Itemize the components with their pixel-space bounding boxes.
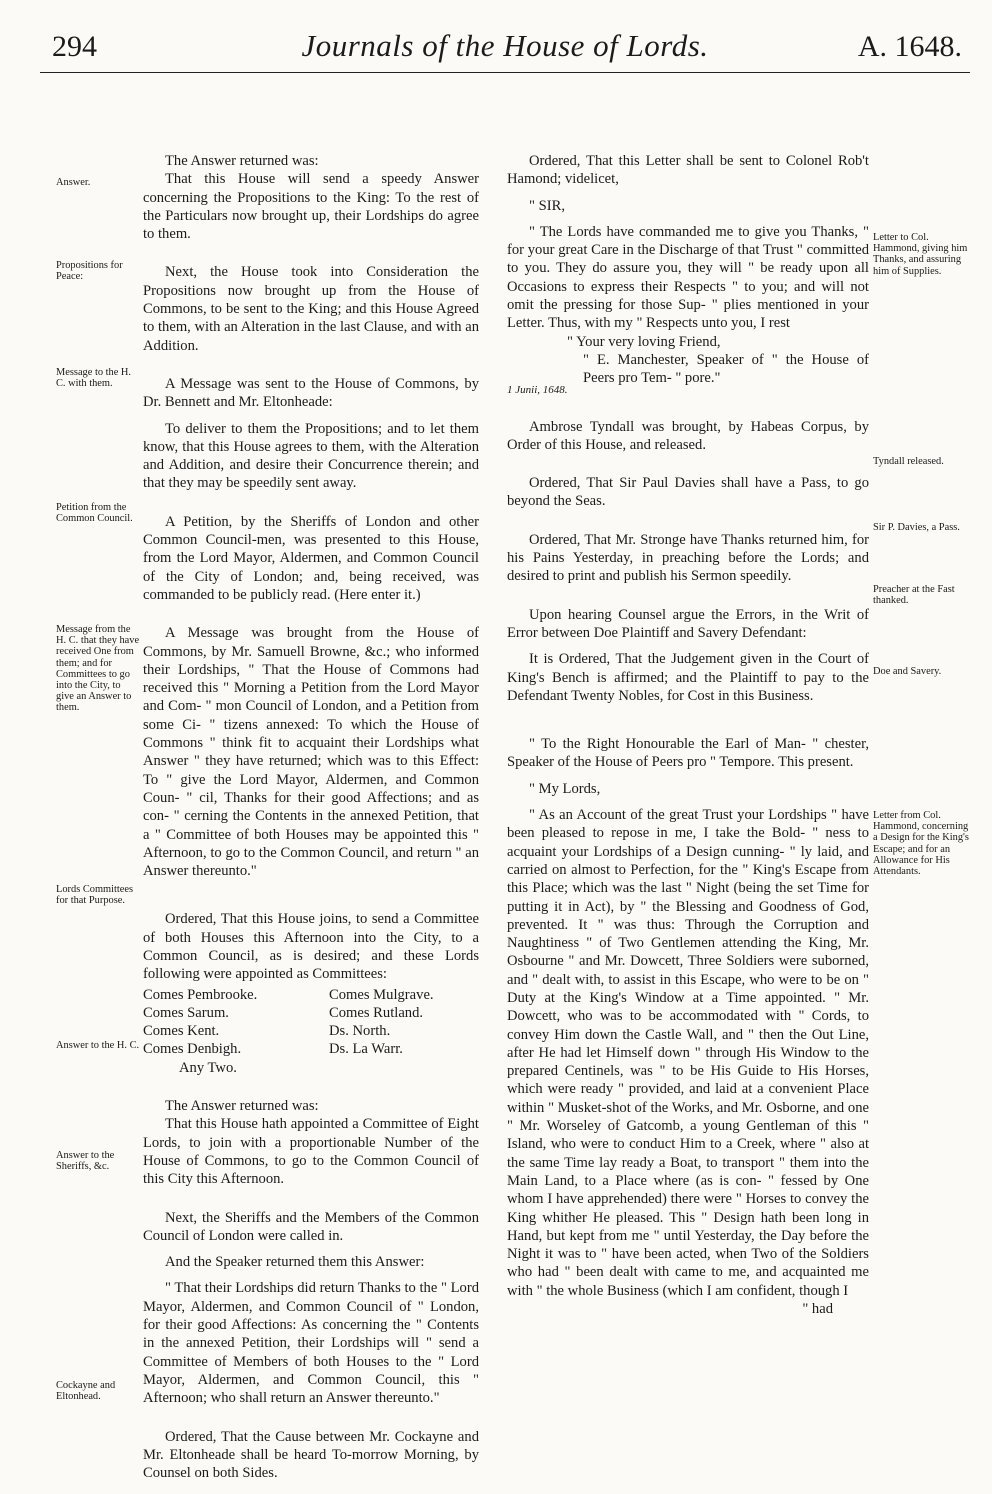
signature: " E. Manchester, Speaker of " the House of Peers pro Tem- " pore." [583,351,869,387]
margin-note-propositions: Propositions for Peace: [56,260,123,283]
paragraph: A Petition, by the Sheriffs of London and other Common Council-men, was presented to this House, from the Lord Mayor, Aldermen, and Common Council of the City of London; and, being received, was commanded to be publicly read. (Here enter it.) [143,513,479,603]
paragraph: To deliver to them the Propositions; and to let them know, that this House agrees to them, with the Alteration and Addition, and desire their Concurrence therein; and that they may be speedily sent away. [143,420,479,492]
paragraph: Ordered, That the Cause between Mr. Cockayne and Mr. Eltonheade shall be heard To-morrow Morning, by Counsel on both Sides. [143,1428,479,1482]
paragraph: Ordered, That this House joins, to send a Committee of both Houses this Afternoon into the City, to a Common Council, as is desired; and these Lords following were appointed as Committees: [143,911,479,983]
committee-list [143,986,479,1059]
paragraph: The Answer returned was: [165,153,319,169]
paragraph: That this House hath appointed a Committee of Eight Lords, to join with a proportionable Number of the House of Commons, to go to the Common Council of this City this Afternoon. [143,1116,479,1188]
margin-note-answer: Answer. [56,177,91,188]
paragraph: " SIR, [529,197,565,214]
committee-member: Ds. North. [329,1023,391,1040]
left-column [143,152,479,1482]
paragraph: " As an Account of the great Trust your Lordships " have been pleased to repose in me, I take the Bold- " ness to acquaint your Lordships of a Design cunning- " ly laid, and carried on almost to Perfection, for the " King's Escape from this Place; which was the last " Night (being the set Time for putting it in Act), by " the Blessing and Goodness of God, prevented. It " was thus: Through the Corruption and Naughtiness " of Two Gentlemen attending the King, Mr. Osbourne " and Mr. Dowcett, Three Soldiers were suborned, and " dealt with, to assist in this Escape, who were to be on " Duty at the King's Window at a Time appointed. " Mr. Dowcett, who was to be accommodated with " Cords, to convey Him down the Castle Wall, and " then the Out Line, after He had let Himself down " through His Window to the prepared Centinels, was " to be His Guide to His Horses, which were ready " provided, and laid at a convenient Place within " Musket-shot of the Works, and Mr. Osborne, and one " Mr. Worseley of Gatcomb, a young Gentleman of this " Island, who were to conduct Him to a Creek, where " also at the same Time lay ready a Boat, to transport " them into the Main Land, to a Place where (as is con- " fessed by One whom I have apprehended) there were " Horses to convey the King whither He pleased. This " Design hath been long in Hand, but kept from me " until Yesterday, the Day before the Night it was to " have been acted, when Two of the Soldiers who had " been dealt with came to me, and acquainted me with " the whole Business (which I am confident, though I [507,807,869,1299]
journal-title: Journals of the House of Lords. [301,28,709,63]
committee-member: Comes Rutland. [329,1004,424,1021]
margin-note-davies: Sir P. Davies, a Pass. [873,522,960,533]
paragraph: And the Speaker returned them this Answer: [165,1254,425,1271]
letter-date: 1 Junii, 1648. [507,384,568,396]
paragraph: " To the Right Honourable the Earl of Man- " chester, Speaker of the House of Peers pro " Tempore. This present. [507,736,869,771]
committee-member: Comes Kent. [143,1023,220,1040]
paragraph: A Message was brought from the House of Commons, by Mr. Samuell Browne, &c.; who informed their Lordships, " That the House of Commons had received this " Morning a Petition from the Lord Mayor and Com- " mon Council of London, and a Petition from some Ci- " tizens annexed: To which the House of Commons " think fit to acquaint their Lordships what Answer " they have returned; which was to this Effect: To " give the Lord Mayor, Aldermen, and Common Coun- " cil, Thanks for their good Affections; and as con- " cerning the Contents in the annexed Petition, that a " Committee of both Houses may be appointed this " Afternoon, to go to the Common Council, and return " an Answer thereunto." [143,625,479,880]
margin-note-message-hc: Message to the H. C. with them. [56,367,132,390]
committee-member: Comes Denbigh. [143,1041,242,1058]
margin-note-message-from-hc: Message from the H. C. that they have received One from them; and for Committees to go into the City, to give an Answer to them. [56,624,140,714]
paragraph: Ordered, That this Letter shall be sent to Colonel Rob't Hamond; videlicet, [507,153,869,188]
page-year: A. 1648. [857,30,962,63]
margin-note-answer-hc: Answer to the H. C. [56,1040,140,1051]
margin-note-preacher: Preacher at the Fast thanked. [873,584,955,607]
paragraph: Ordered, That Sir Paul Davies shall have a Pass, to go beyond the Seas. [507,475,869,510]
paragraph: Ordered, That Mr. Stronge have Thanks returned him, for his Pains Yesterday, in preaching before the Lords; and desired to print and publish his Sermon speedily. [507,531,869,585]
margin-note-tyndall: Tyndall released. [873,456,944,467]
margin-note-petition: Petition from the Common Council. [56,502,133,525]
margin-note-answer-sheriffs: Answer to the Sheriffs, &c. [56,1150,115,1173]
paragraph: Upon hearing Counsel argue the Errors, in the Writ of Error between Doe Plaintiff and Savery Defendant: [507,606,869,641]
committee-member: Comes Pembrooke. [143,986,258,1003]
paragraph: Ambrose Tyndall was brought, by Habeas Corpus, by Order of this House, and released. [507,418,869,453]
committee-member: Ds. La Warr. [329,1041,403,1058]
paragraph: " The Lords have commanded me to give you Thanks, " for your great Care in the Discharge of that Trust " committed to you. They do assure you, they will " be ready upon all Occasions to express their Respects " to you; and will not omit the pressing for those Sup- " plies mentioned in your Letter. Thus, with my " Respects unto you, I rest [507,223,869,332]
right-column [507,152,869,1318]
margin-note-letter-escape: Letter from Col. Hammond, concerning a Design for the King's Escape; and for an Allowance for His Attendants. [873,810,969,878]
paragraph: " My Lords, [529,780,601,797]
margin-note-lords-committees: Lords Committees for that Purpose. [56,884,134,907]
paragraph: That this House will send a speedy Answer concerning the Propositions to the King: To the rest of the Particulars now brought up, their Lordships do agree to them. [143,171,479,243]
page-number: 294 [52,30,97,63]
margin-note-letter-hammond: Letter to Col. Hammond, giving him Thanks, and assuring him of Supplies. [873,232,968,277]
committee-member: Comes Sarum. [143,1004,229,1021]
page-header [40,22,970,73]
committee-member: Comes Mulgrave. [329,986,434,1003]
paragraph: Next, the Sheriffs and the Members of the Common Council of London were called in. [143,1209,479,1244]
margin-note-cockayne: Cockayne and Eltonhead. [56,1380,116,1403]
paragraph: The Answer returned was: [165,1098,319,1115]
paragraph: " That their Lordships did return Thanks to the " Lord Mayor, Aldermen, and Common Council of " London, for their good Affections: As concerning the " Contents in the annexed Petition, their Lordships will " send a Committee of Members of both Houses to the " Lord Mayor, Aldermen, and Common Council, this " Afternoon; who shall return an Answer thereunto." [143,1280,479,1407]
catchword: " had [802,1301,833,1318]
paragraph: It is Ordered, That the Judgement given in the Court of King's Bench is affirmed; and the Plaintiff to pay to the Defendant Twenty Nobles, for Cost in this Business. [507,651,869,704]
closing: " Your very loving Friend, [567,333,721,350]
paragraph: A Message was sent to the House of Commons, by Dr. Bennett and Mr. Eltonheade: [143,375,479,411]
paragraph: Next, the House took into Consideration the Propositions now brought up from the House of Commons, to be sent to the King; and this House Agreed to them, with an Alteration in the last Clause, and with an Addition. [143,264,479,354]
margin-note-doe-savery: Doe and Savery. [873,666,942,677]
any-two: Any Two. [179,1059,237,1076]
